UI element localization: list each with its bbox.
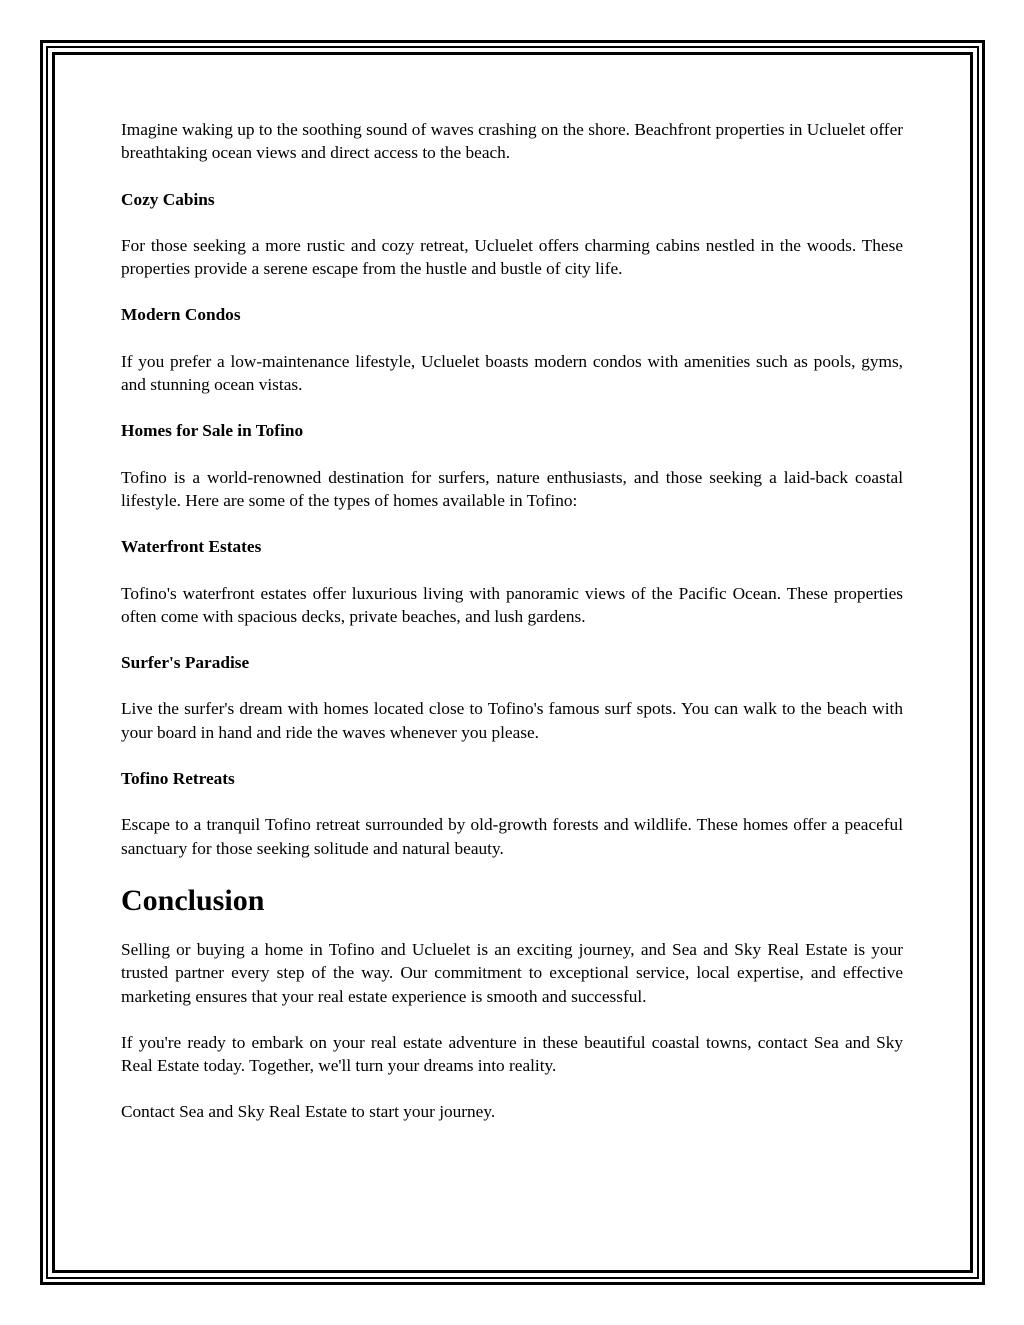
document-body [121,118,903,1147]
intro-paragraph: Imagine waking up to the soothing sound of waves crashing on the shore. Beachfront properties in Ucluelet offer breathtaking ocean views and direct access to the beach. [121,120,903,163]
waterfront-estates-paragraph: Tofino's waterfront estates offer luxurious living with panoramic views of the Pacific Ocean. These properties often come with spacious decks, private beaches, and lush gardens. [121,583,903,626]
conclusion-paragraph-2: If you're ready to embark on your real estate adventure in these beautiful coastal towns, contact Sea and Sky Real Estate today. Together, we'll turn your dreams into reality. [121,1032,903,1076]
modern-condos-paragraph: If you prefer a low-maintenance lifestyle, Ucluelet boasts modern condos with amenities such as pools, gyms, and stunning ocean vistas. [121,351,903,395]
conclusion-paragraph-1: Selling or buying a home in Tofino and Ucluelet is an exciting journey, and Sea and Sky Real Estate is your trusted partner every step of the way. Our commitment to exceptional service, local expertise, and effective marketing ensures that your real estate experience is smooth and successful. [121,939,903,1006]
conclusion-paragraph-3: Contact Sea and Sky Real Estate to start your journey. [121,1102,496,1122]
tofino-homes-heading: Homes for Sale in Tofino [121,421,304,441]
tofino-retreats-heading: Tofino Retreats [121,769,235,789]
cozy-cabins-paragraph: For those seeking a more rustic and cozy retreat, Ucluelet offers charming cabins nestled in the woods. These properties provide a serene escape from the hustle and bustle of city life. [121,235,903,279]
cozy-cabins-heading: Cozy Cabins [121,189,215,209]
tofino-homes-paragraph: Tofino is a world-renowned destination for surfers, nature enthusiasts, and those seeking a laid-back coastal lifestyle. Here are some of the types of homes available in Tofino: [121,467,903,510]
waterfront-estates-heading: Waterfront Estates [121,537,262,557]
tofino-retreats-paragraph: Escape to a tranquil Tofino retreat surrounded by old-growth forests and wildlife. These homes offer a peaceful sanctuary for those seeking solitude and natural beauty. [121,815,903,858]
modern-condos-heading: Modern Condos [121,305,241,325]
surfers-paradise-paragraph: Live the surfer's dream with homes located close to Tofino's famous surf spots. You can walk to the beach with your board in hand and ride the waves whenever you please. [121,699,903,742]
surfers-paradise-heading: Surfer's Paradise [121,653,250,673]
conclusion-heading: Conclusion [121,883,265,917]
